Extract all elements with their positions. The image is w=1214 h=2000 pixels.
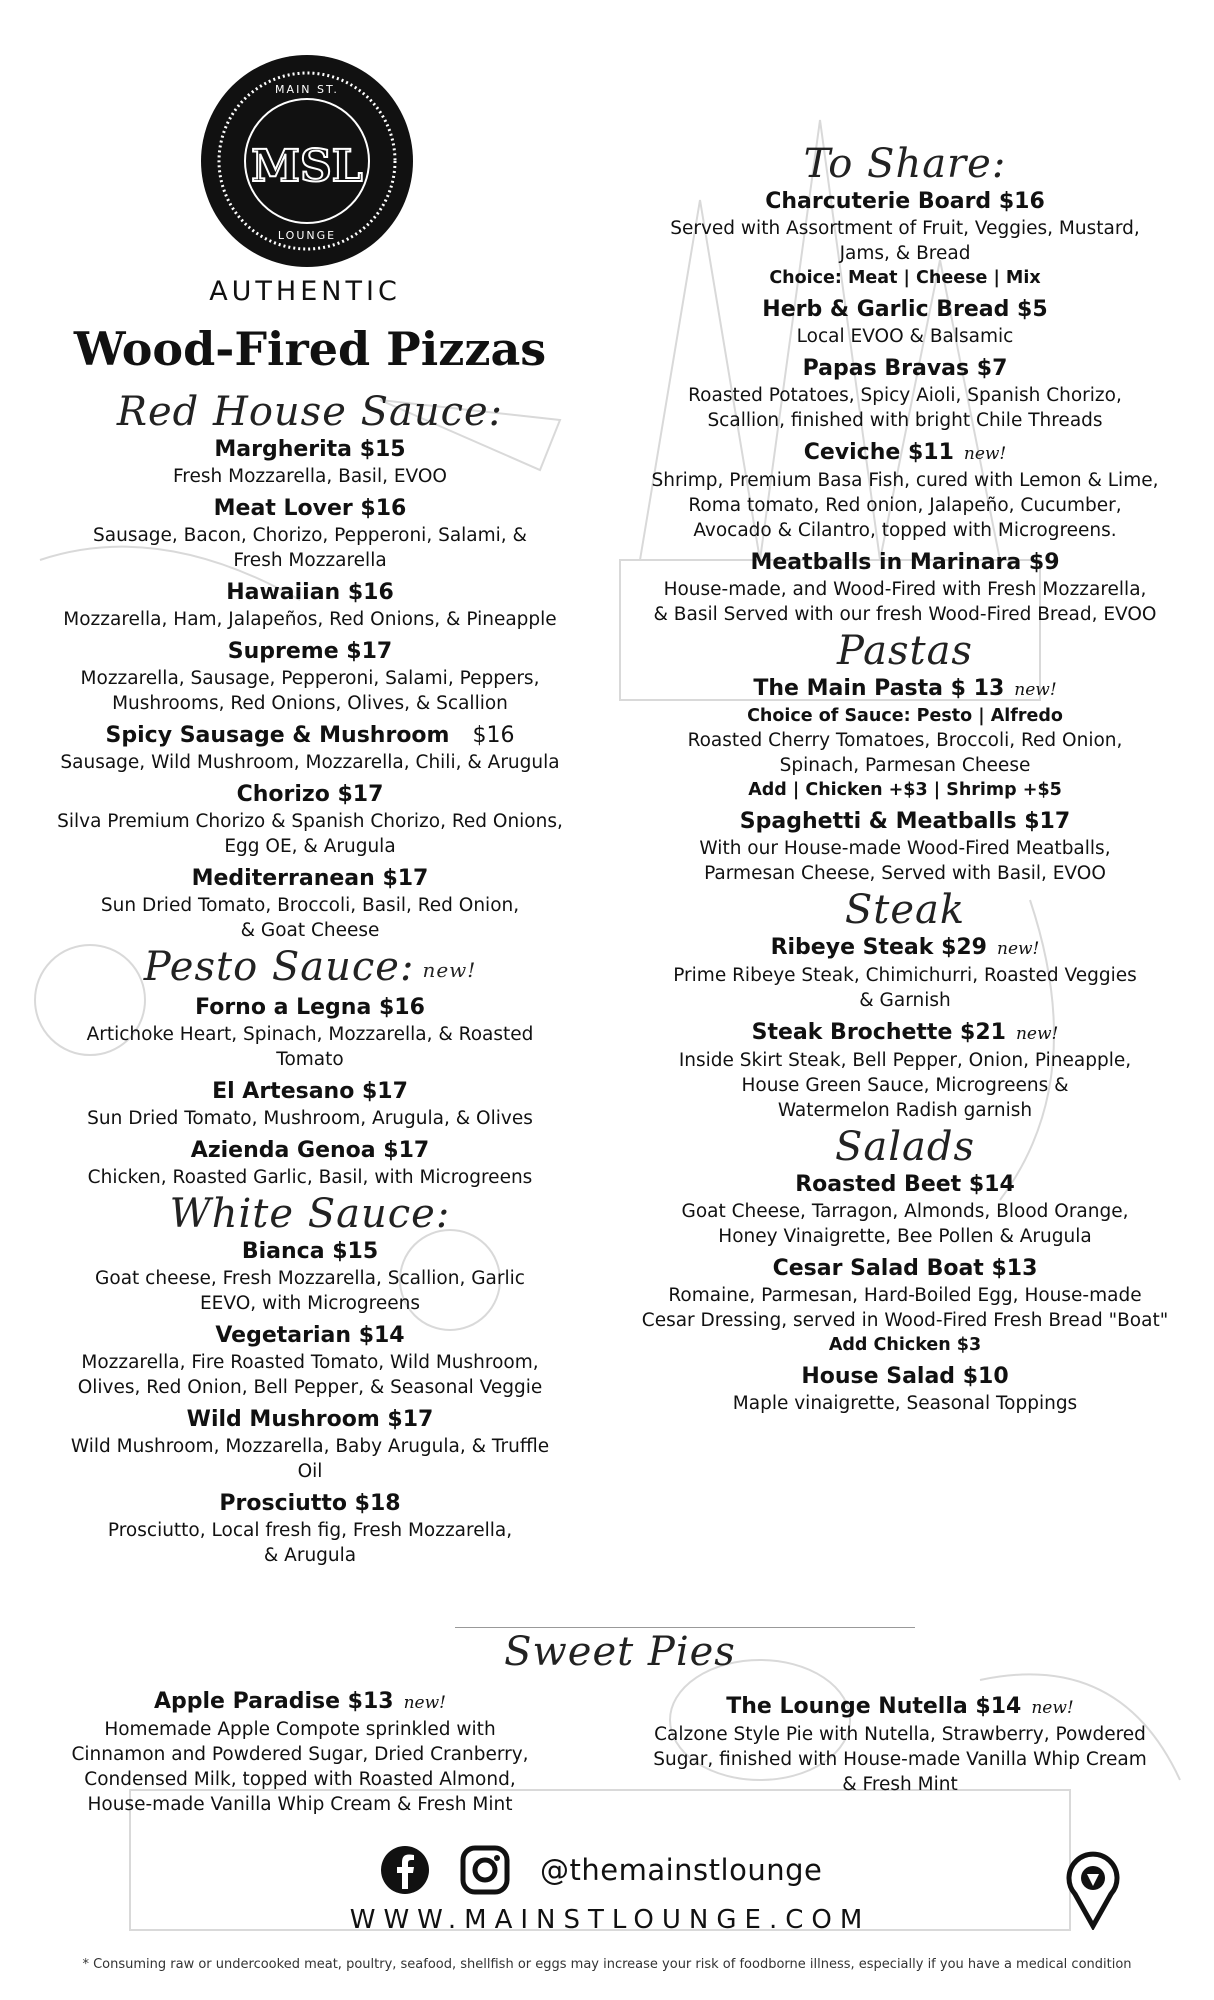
menu-item [40, 1688, 560, 1817]
item-desc: Sausage, Wild Mushroom, Mozzarella, Chili, & Arugula [60, 752, 560, 773]
item-name: Supreme $17 [227, 639, 393, 664]
item-name-text: Ribeye Steak $29 [770, 935, 987, 960]
section-title-pastas: Pastas [837, 628, 973, 674]
page-title: Wood-Fired Pizzas [73, 322, 547, 376]
menu-item [620, 1363, 1190, 1416]
item-desc: Sugar, finished with House-made Vanilla Whip Cream [653, 1749, 1147, 1770]
section-title-sweet-pies: Sweet Pies [504, 1629, 736, 1675]
instagram-icon[interactable] [460, 1845, 510, 1895]
item-name: Vegetarian $14 [215, 1323, 405, 1348]
new-badge: new! [963, 444, 1007, 464]
menu-item [620, 934, 1190, 1013]
website-link[interactable]: WWW.MAINSTLOUNGE.COM [349, 1905, 871, 1935]
section-title-text: Pesto Sauce: [143, 944, 415, 990]
item-name: Azienda Genoa $17 [190, 1138, 430, 1163]
logo-monogram: MSL [251, 141, 363, 192]
item-name: House Salad $10 [801, 1364, 1009, 1389]
menu-item [620, 439, 1190, 543]
item-extra: Choice of Sauce: Pesto | Alfredo [747, 706, 1063, 726]
item-desc: Goat Cheese, Tarragon, Almonds, Blood Orange, [681, 1201, 1129, 1222]
item-desc: Mozzarella, Fire Roasted Tomato, Wild Mushroom, [81, 1352, 539, 1373]
item-desc: Egg OE, & Arugula [224, 836, 396, 857]
item-desc: Mozzarella, Sausage, Pepperoni, Salami, Peppers, [80, 668, 540, 689]
map-pin-icon[interactable] [1063, 1850, 1123, 1930]
section-title-pesto-sauce [30, 943, 590, 994]
item-desc: House-made, and Wood-Fired with Fresh Mozzarella, [663, 579, 1147, 600]
menu-item [30, 1238, 590, 1316]
lounge-logo [199, 53, 415, 269]
item-desc: & Basil Served with our fresh Wood-Fired Bread, EVOO [653, 604, 1157, 625]
item-desc: Jams, & Bread [839, 243, 971, 264]
item-desc: Calzone Style Pie with Nutella, Strawberry, Powdered [654, 1724, 1146, 1745]
item-desc: & Fresh Mint [842, 1774, 958, 1795]
item-desc: Sausage, Bacon, Chorizo, Pepperoni, Salami, & [93, 525, 527, 546]
item-desc: Scallion, finished with bright Chile Threads [707, 410, 1103, 431]
menu-item [620, 1255, 1190, 1357]
menu-item [30, 495, 590, 573]
menu-item [30, 638, 590, 716]
section-title-salads: Salads [834, 1124, 976, 1170]
item-desc: Inside Skirt Steak, Bell Pepper, Onion, Pineapple, [678, 1050, 1132, 1071]
item-desc: Roma tomato, Red onion, Jalapeño, Cucumber, [688, 495, 1122, 516]
item-desc: Spinach, Parmesan Cheese [779, 755, 1031, 776]
item-name: Bianca $15 [241, 1239, 379, 1264]
item-desc: Maple vinaigrette, Seasonal Toppings [732, 1393, 1078, 1414]
new-badge: new! [1014, 680, 1057, 700]
item-desc: Prime Ribeye Steak, Chimichurri, Roasted Veggies [673, 965, 1137, 986]
item-desc: Roasted Potatoes, Spicy Aioli, Spanish Chorizo, [688, 385, 1122, 406]
item-name: Hawaiian $16 [226, 580, 394, 605]
item-extra: Add Chicken $3 [828, 1335, 982, 1355]
left-column [30, 388, 590, 1574]
menu-item [30, 1406, 590, 1484]
item-name: El Artesano $17 [212, 1079, 408, 1104]
new-badge: new! [403, 1693, 446, 1713]
right-column [620, 140, 1190, 1422]
item-desc: EEVO, with Microgreens [199, 1293, 421, 1314]
item-extra: Choice: Meat | Cheese | Mix [769, 268, 1041, 288]
item-desc: Oil [297, 1461, 323, 1482]
item-desc: House-made Vanilla Whip Cream & Fresh Mint [87, 1794, 513, 1815]
item-name: Papas Bravas $7 [802, 356, 1008, 381]
item-name [40, 1688, 560, 1717]
new-badge: new! [1015, 1024, 1059, 1044]
item-name-text: The Main Pasta $ 13 [753, 676, 1005, 701]
section-title-white-sauce: White Sauce: [169, 1191, 451, 1237]
menu-item [620, 675, 1190, 802]
menu-item [30, 781, 590, 859]
item-name: Mediterranean $17 [191, 866, 429, 891]
item-desc: Fresh Mozzarella, Basil, EVOO [173, 466, 447, 487]
item-extra: Add | Chicken +$3 | Shrimp +$5 [748, 780, 1062, 800]
item-desc: Artichoke Heart, Spinach, Mozzarella, & Roasted [86, 1024, 534, 1045]
item-name: Wild Mushroom $17 [186, 1407, 434, 1432]
section-title-steak: Steak [844, 887, 966, 933]
item-desc: & Garnish [859, 990, 951, 1011]
item-name [620, 1019, 1190, 1048]
menu-item [620, 1171, 1190, 1249]
item-desc: Sun Dried Tomato, Mushroom, Arugula, & Olives [87, 1108, 533, 1129]
social-row [380, 1840, 822, 1900]
menu-item [30, 1322, 590, 1400]
item-desc: House Green Sauce, Microgreens & [741, 1075, 1069, 1096]
item-name: Roasted Beet $14 [795, 1172, 1015, 1197]
menu-item [620, 1019, 1190, 1123]
item-desc: Roasted Cherry Tomatoes, Broccoli, Red Onion, [687, 730, 1123, 751]
menu-item [30, 865, 590, 943]
item-desc: Avocado & Cilantro, topped with Microgreens. [693, 520, 1117, 541]
item-desc: Honey Vinaigrette, Bee Pollen & Arugula [718, 1226, 1092, 1247]
item-desc: Mushrooms, Red Onions, Olives, & Scallion [112, 693, 508, 714]
logo-ring-top-text: MAIN ST. [275, 83, 339, 96]
new-badge: new! [422, 958, 477, 982]
item-desc: Cesar Dressing, served in Wood-Fired Fresh Bread "Boat" [641, 1310, 1169, 1331]
menu-item [30, 994, 590, 1072]
item-desc: Wild Mushroom, Mozzarella, Baby Arugula, & Truffle [70, 1436, 550, 1457]
item-name: Meat Lover $16 [213, 496, 407, 521]
item-desc: Served with Assortment of Fruit, Veggies, Mustard, [670, 218, 1140, 239]
item-name [30, 722, 590, 750]
item-desc: Shrimp, Premium Basa Fish, cured with Lemon & Lime, [651, 470, 1159, 491]
item-name [620, 1693, 1180, 1722]
item-desc: Condensed Milk, topped with Roasted Almond, [84, 1769, 516, 1790]
social-handle[interactable]: @themainstlounge [540, 1853, 823, 1887]
menu-item [30, 1078, 590, 1131]
item-desc: Parmesan Cheese, Served with Basil, EVOO [704, 863, 1106, 884]
item-desc: Tomato [276, 1049, 344, 1070]
item-name: Spaghetti & Meatballs $17 [739, 809, 1071, 834]
facebook-icon[interactable] [380, 1845, 430, 1895]
item-name-text: Steak Brochette $21 [751, 1020, 1006, 1045]
item-desc: Fresh Mozzarella [233, 550, 387, 571]
menu-item [30, 1490, 590, 1568]
menu-item [620, 355, 1190, 433]
menu-item [30, 436, 590, 489]
menu-item [620, 549, 1190, 627]
item-desc: Prosciutto, Local fresh fig, Fresh Mozzarella, [107, 1520, 513, 1541]
item-desc: Olives, Red Onion, Bell Pepper, & Seasonal Veggie [77, 1377, 543, 1398]
item-name-text: The Lounge Nutella $14 [726, 1694, 1022, 1719]
item-desc: Romaine, Parmesan, Hard-Boiled Egg, House-made [668, 1285, 1142, 1306]
item-desc: With our House-made Wood-Fired Meatballs, [699, 838, 1111, 859]
disclaimer: * Consuming raw or undercooked meat, poultry, seafood, shellfish or eggs may increase your risk of foodborne illness, especially if you have a medical condition [82, 1957, 1132, 1972]
item-name [620, 934, 1190, 963]
menu-item [620, 296, 1190, 349]
menu-item [30, 722, 590, 775]
item-name-text: Ceviche $11 [803, 440, 954, 465]
item-name: Herb & Garlic Bread $5 [762, 297, 1048, 322]
menu-item [30, 1137, 590, 1190]
item-desc: Goat cheese, Fresh Mozzarella, Scallion, Garlic [95, 1268, 525, 1289]
menu-item [620, 1693, 1180, 1797]
menu-item [30, 579, 590, 632]
item-name: Cesar Salad Boat $13 [772, 1256, 1038, 1281]
item-desc: Cinnamon and Powdered Sugar, Dried Cranberry, [71, 1744, 529, 1765]
item-name: Prosciutto $18 [219, 1491, 401, 1516]
item-desc: Mozzarella, Ham, Jalapeños, Red Onions, & Pineapple [63, 609, 557, 630]
item-desc: Watermelon Radish garnish [777, 1100, 1033, 1121]
item-desc: Local EVOO & Balsamic [796, 326, 1014, 347]
item-name: Forno a Legna $16 [195, 995, 425, 1020]
section-title-red-sauce: Red House Sauce: [116, 389, 504, 435]
item-desc: Homemade Apple Compote sprinkled with [104, 1719, 496, 1740]
menu-item [620, 188, 1190, 290]
item-name-text: Spicy Sausage & Mushroom [105, 723, 450, 748]
item-desc: Silva Premium Chorizo & Spanish Chorizo, Red Onions, [57, 811, 563, 832]
menu-item [620, 808, 1190, 886]
item-desc: Chicken, Roasted Garlic, Basil, with Microgreens [87, 1167, 533, 1188]
item-name-text: Apple Paradise $13 [153, 1689, 394, 1714]
item-name [620, 439, 1190, 468]
item-desc: & Goat Cheese [240, 920, 380, 941]
item-desc: Sun Dried Tomato, Broccoli, Basil, Red Onion, [100, 895, 520, 916]
new-badge: new! [1031, 1698, 1074, 1718]
item-name: Charcuterie Board $16 [765, 189, 1045, 214]
new-badge: new! [997, 939, 1040, 959]
logo-ring-bottom-text: LOUNGE [277, 229, 337, 242]
item-name: Margherita $15 [214, 437, 406, 462]
item-name [620, 675, 1190, 704]
item-price: $16 [472, 723, 515, 748]
item-name: Meatballs in Marinara $9 [750, 550, 1060, 575]
section-title-to-share: To Share: [803, 141, 1007, 187]
authentic-label: AUTHENTIC [209, 276, 401, 307]
item-name: Chorizo $17 [236, 782, 384, 807]
item-desc: & Arugula [263, 1545, 357, 1566]
